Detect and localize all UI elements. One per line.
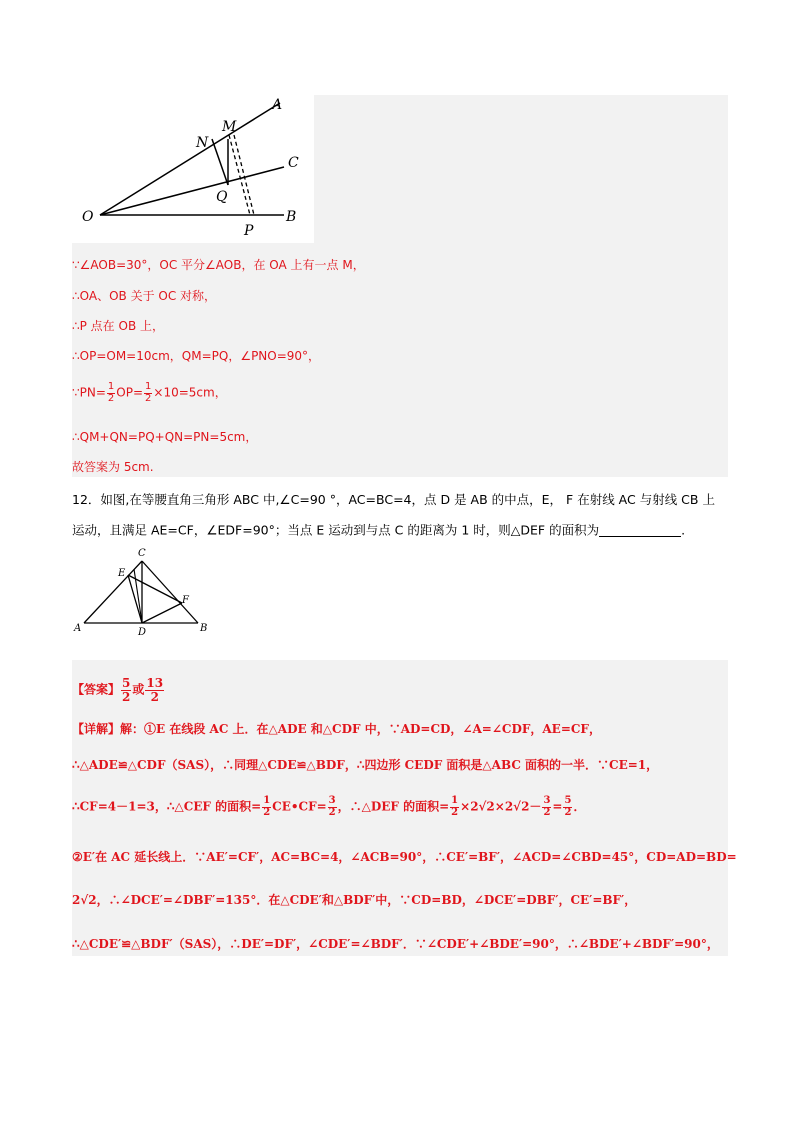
- solution-line-1: ∵∠AOB=30°，OC 平分∠AOB，在 OA 上有一点 M，: [72, 258, 365, 272]
- question-12-text: 运动，且满足 AE=CF，∠EDF=90°；当点 E 运动到与点 C 的距离为 1 时，则△DEF 的面积为: [72, 522, 600, 538]
- fraction-one-half: $\frac{1}{2}$: [107, 381, 115, 404]
- detail-line-6: ∴△CDE′≌△BDF′（SAS），∴DE′=DF′，∠CDE′=∠BDF′．∵∠CDE′+∠BDE′=90°，∴∠BDE′+∠BDF′=90°，: [72, 937, 719, 951]
- detail-line-3: ∴CF=4－1=3，∴△CEF 的面积= $\frac{1}{2}$ CE•CF= $\frac{3}{2}$ ，∴△DEF 的面积= $\frac{1}{2}$ ×2√2×2√2－ $\frac{3}{2}$ = $\frac{5}{2}$ ．: [72, 795, 586, 818]
- label-A: A: [272, 97, 283, 113]
- label-C2: C: [138, 548, 146, 559]
- op-text: OP=: [116, 385, 144, 400]
- label-B: B: [286, 209, 297, 225]
- label-P: P: [244, 223, 254, 239]
- pn-text: ∵PN=: [72, 385, 106, 400]
- label-D: D: [138, 627, 147, 637]
- detail-line-1: 【详解】解：①E 在线段 AC 上．在△ADE 和△CDF 中，∵AD=CD，∠A=∠CDF，AE=CF，: [72, 722, 601, 736]
- detail-line-4: ②E′在 AC 延长线上．∵AE′=CF′，AC=BC=4，∠ACB=90°，∴CE′=BF′，∠ACD=∠CBD=45°，CD=AD=BD=: [72, 850, 737, 864]
- segment-ED: [128, 575, 142, 623]
- angle-bisector-figure: [72, 95, 314, 243]
- triangle-figure-svg: [72, 545, 212, 637]
- detail-line-2: ∴△ADE≌△CDF（SAS），∴同理△CDE≌△BDF，∴四边形 CEDF 面积是△ABC 面积的一半．∵CE=1，: [72, 758, 659, 772]
- label-O: O: [82, 209, 94, 225]
- frac-half-a: $\frac{1}{2}$: [263, 795, 271, 818]
- answer-label: 【答案】: [72, 682, 121, 697]
- answer-line: [72, 677, 165, 703]
- solution-line-2: ∴OA、OB 关于 OC 对称，: [72, 289, 217, 303]
- solution-line-4: ∴OP=OM=10cm，QM=PQ，∠PNO=90°，: [72, 349, 321, 363]
- answer-or: 或: [132, 682, 145, 697]
- segment-DF: [142, 603, 182, 623]
- detail-line-5: 2√2，∴∠DCE′=∠DBF′=135°．在△CDE′和△BDF′中，∵CD=BD，∠DCE′=DBF′，CE′=BF′，: [72, 893, 637, 907]
- question-12-line-1: 12．如图,在等腰直角三角形 ABC 中,∠C=90 °，AC=BC=4，点 D 是 AB 的中点，E， F 在射线 AC 与射线 CB 上: [72, 492, 715, 507]
- solution-line-5: [72, 382, 227, 404]
- label-C: C: [288, 155, 299, 171]
- label-N: N: [196, 135, 209, 151]
- question-12-end: .: [681, 522, 686, 538]
- segment-inner: [134, 569, 142, 623]
- frac-three-halves-b: $\frac{3}{2}$: [543, 795, 551, 818]
- ray-OC: [100, 167, 284, 215]
- side-CB: [142, 561, 198, 623]
- question-12-line-2: [72, 524, 685, 537]
- solution-line-6: ∴QM+QN=PQ+QN=PN=5cm，: [72, 430, 258, 444]
- times-text: ×10=5cm，: [153, 385, 227, 400]
- segment-NQ: [212, 139, 228, 185]
- segment-EF: [128, 575, 182, 603]
- fraction-one-half-2: $\frac{1}{2}$: [145, 381, 152, 404]
- solution-line-3: ∴P 点在 OB 上，: [72, 319, 164, 333]
- dashed-MP-left: [229, 135, 250, 215]
- answer-fraction-2: $\frac{13}{2}$: [146, 676, 164, 704]
- label-M: M: [222, 119, 237, 135]
- frac-half-b: $\frac{1}{2}$: [451, 795, 459, 818]
- label-A2: A: [74, 623, 82, 634]
- answer-blank: [599, 524, 681, 537]
- ray-OA: [100, 103, 280, 215]
- frac-three-halves-a: $\frac{3}{2}$: [328, 795, 336, 818]
- label-F: F: [182, 595, 189, 606]
- label-E: E: [118, 568, 126, 579]
- frac-five-halves: $\frac{5}{2}$: [564, 795, 572, 818]
- label-B2: B: [200, 623, 208, 634]
- label-Q: Q: [216, 189, 228, 205]
- angle-figure-svg: [72, 95, 314, 243]
- solution-line-7: 故答案为 5cm.: [72, 460, 154, 474]
- answer-fraction-1: $\frac{5}{2}$: [122, 676, 131, 704]
- triangle-figure: [72, 545, 212, 637]
